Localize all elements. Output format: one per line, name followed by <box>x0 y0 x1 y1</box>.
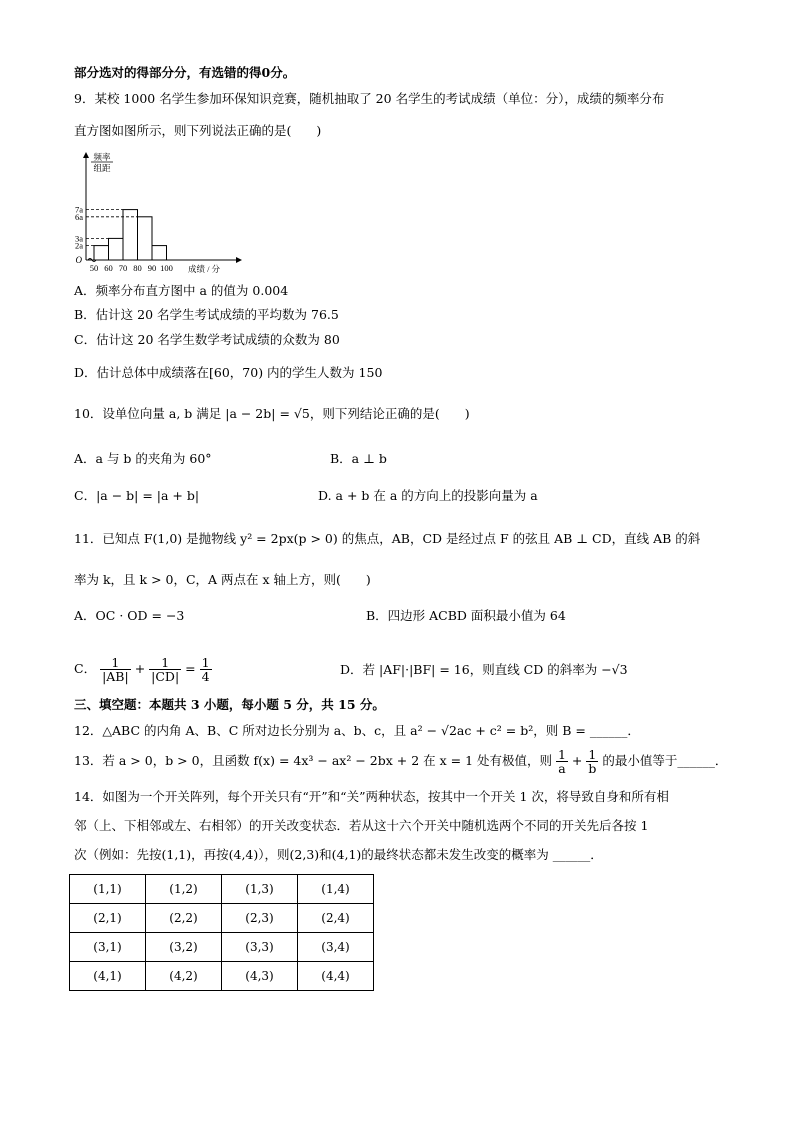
q9-option-d: D．估计总体中成绩落在[60，70) 内的学生人数为 150 <box>74 365 383 380</box>
q9-option-b: B．估计这 20 名学生考试成绩的平均数为 76.5 <box>74 307 339 322</box>
x-tick-label: 50 <box>89 263 99 273</box>
histogram-bar <box>138 217 153 260</box>
table-row <box>70 933 374 962</box>
x-axis-label: 成绩 / 分 <box>187 264 221 274</box>
y-label-top: 频率 <box>93 152 111 162</box>
table-cell: (4,2) <box>146 962 222 991</box>
q11-c-plus: + <box>134 661 146 676</box>
table-cell: (3,2) <box>146 933 222 962</box>
histogram-bar <box>152 246 167 260</box>
section-note: 部分选对的得部分分，有选错的得0分。 <box>74 65 296 80</box>
q13 <box>74 744 727 778</box>
q13-frac2-num: 1 <box>586 748 598 762</box>
q11-stem-line1: 11．已知点 F(1,0) 是抛物线 y² = 2px(p > 0) 的焦点，AB，CD 是经过点 F 的弦且 AB ⊥ CD，直线 AB 的斜 <box>74 531 701 546</box>
q13-frac1 <box>556 748 568 775</box>
q11-c-frac1-den: |AB| <box>102 669 129 684</box>
switch-array-table <box>69 874 374 991</box>
q13-frac2-den: b <box>588 761 597 776</box>
q11-c-frac2 <box>149 656 181 683</box>
q11-option-c <box>74 654 212 684</box>
origin-label: O <box>75 255 82 265</box>
q11-c-frac3-num: 1 <box>201 655 210 670</box>
q11-option-a: A．OC · OD = −3 <box>74 608 185 623</box>
frequency-histogram <box>64 150 244 278</box>
table-cell: (4,3) <box>222 962 298 991</box>
table-row <box>70 962 374 991</box>
q11-option-d: D．若 |AF|·|BF| = 16，则直线 CD 的斜率为 −√3 <box>340 662 628 677</box>
q14-line3: 次（例如：先按(1,1)，再按(4,4)），则(2,3)和(4,1)的最终状态都未发生改变的概率为 ______． <box>74 847 603 862</box>
y-axis-arrow <box>83 152 89 158</box>
q10-option-a: A．a 与 b 的夹角为 60° <box>74 451 212 466</box>
table-cell: (2,4) <box>298 904 374 933</box>
q11-c-frac2-num: 1 <box>149 656 181 670</box>
x-axis-arrow <box>236 257 242 263</box>
table-row <box>70 875 374 904</box>
q9-option-c: C．估计这 20 名学生数学考试成绩的众数为 80 <box>74 332 340 347</box>
q13-suffix: 的最小值等于______． <box>602 753 728 768</box>
y-tick-label: 7a <box>74 204 83 215</box>
q10-option-d: D. a + b 在 a 的方向上的投影向量为 a <box>318 488 538 503</box>
q9-stem-line1: 9．某校 1000 名学生参加环保知识竞赛，随机抽取了 20 名学生的考试成绩（单位：分），成绩的频率分布 <box>74 91 665 106</box>
q10-stem: 10．设单位向量 a, b 满足 |a − 2b| = √5，则下列结论正确的是( ) <box>74 406 470 421</box>
q11-c-frac1 <box>100 656 131 683</box>
q13-prefix: 13．若 a > 0，b > 0，且函数 f(x) = 4x³ − ax² − 2bx + 2 在 x = 1 处有极值，则 <box>74 753 552 768</box>
q13-frac1-den: a <box>558 761 566 776</box>
q11-c-frac3 <box>200 656 212 683</box>
table-cell: (3,4) <box>298 933 374 962</box>
q11-stem-line2: 率为 k，且 k > 0，C，A 两点在 x 轴上方，则( ) <box>74 572 371 587</box>
q11-c-eq: = <box>185 661 196 676</box>
x-tick-label: 60 <box>104 263 113 273</box>
q11-c-frac3-den: 4 <box>201 669 210 684</box>
table-row <box>70 904 374 933</box>
table-cell: (1,4) <box>298 875 374 904</box>
histogram-bar <box>109 238 124 260</box>
table-cell: (4,4) <box>298 962 374 991</box>
y-tick-label: 3a <box>74 233 83 244</box>
q11-c-frac1-num: 1 <box>100 656 131 670</box>
q12: 12．△ABC 的内角 A、B、C 所对边长分别为 a、b、c，且 a² − √2ac + c² = b²，则 B = ______． <box>74 723 640 738</box>
table-cell: (1,1) <box>70 875 146 904</box>
table-cell: (3,1) <box>70 933 146 962</box>
q10-option-c: C．|a − b| = |a + b| <box>74 488 200 503</box>
y-label-bottom: 组距 <box>93 163 111 173</box>
x-tick-label: 70 <box>118 263 128 273</box>
table-cell: (1,3) <box>222 875 298 904</box>
table-cell: (2,3) <box>222 904 298 933</box>
q10-option-b: B．a ⊥ b <box>330 451 387 466</box>
q9-stem-line2: 直方图如图所示，则下列说法正确的是( ) <box>74 123 322 138</box>
table-cell: (3,3) <box>222 933 298 962</box>
q14-line2: 邻（上、下相邻或左、右相邻）的开关改变状态．若从这十六个开关中随机选两个不同的开关先后各按 1 <box>74 818 649 833</box>
x-tick-label: 90 <box>147 263 157 273</box>
q9-option-a: A．频率分布直方图中 a 的值为 0.004 <box>74 283 289 298</box>
q11-c-prefix: C． <box>74 661 97 676</box>
q11-c-frac2-den: |CD| <box>151 669 180 684</box>
q13-plus: + <box>571 753 583 768</box>
table-cell: (1,2) <box>146 875 222 904</box>
section3-heading: 三、填空题：本题共 3 小题，每小题 5 分，共 15 分。 <box>74 697 385 712</box>
x-tick-label: 80 <box>133 263 142 273</box>
q14-line1: 14．如图为一个开关阵列，每个开关只有“开”和“关”两种状态，按其中一个开关 1 次，将导致自身和所有相 <box>74 789 669 804</box>
q13-frac2 <box>586 748 598 775</box>
y-tick-label: 2a <box>74 240 83 251</box>
q11-option-b: B．四边形 ACBD 面积最小值为 64 <box>366 608 566 623</box>
histogram-bar <box>94 246 109 260</box>
table-cell: (2,2) <box>146 904 222 933</box>
histogram-bar <box>123 210 138 260</box>
y-tick-label: 6a <box>74 211 83 222</box>
q13-frac1-num: 1 <box>557 747 566 762</box>
table-cell: (2,1) <box>70 904 146 933</box>
x-tick-label: 100 <box>160 263 173 273</box>
table-cell: (4,1) <box>70 962 146 991</box>
